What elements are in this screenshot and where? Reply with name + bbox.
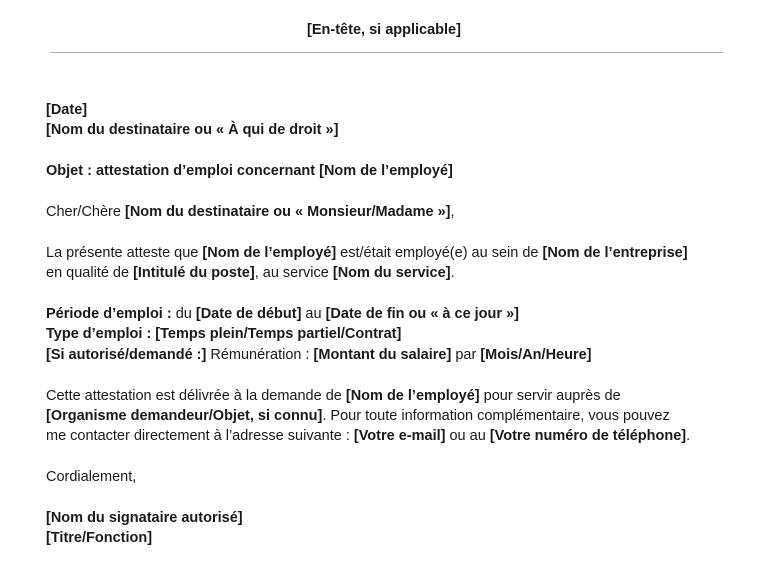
period-text: du (171, 306, 196, 322)
purpose-text: pour servir auprès de (479, 387, 621, 404)
employee-name-placeholder: [Nom de l’employé] (202, 244, 337, 261)
salary-label: Rémunération : (206, 346, 314, 363)
purpose-text: me contacter directement à l’adresse suivante : (46, 428, 354, 445)
attestation-paragraph (46, 243, 736, 284)
salutation-prefix: Cher/Chère (46, 204, 125, 220)
salary-text: par (451, 346, 481, 363)
purpose-text: . (686, 428, 691, 445)
phone-placeholder: [Votre numéro de téléphone] (489, 428, 687, 445)
attestation-text: est/était employé(e) au sein de (336, 244, 543, 261)
salary-amount-placeholder: [Montant du salaire] (313, 346, 452, 363)
salary-condition: [Si autorisé/demandé :] (46, 346, 207, 363)
closing: Cordialement, (46, 469, 137, 486)
organism-placeholder: [Organisme demandeur/Objet, si connu] (46, 408, 323, 425)
date-recipient-block (46, 100, 736, 141)
employment-type-line: Type d’emploi : [Temps plein/Temps partiel/Contrat] (46, 326, 402, 343)
attestation-text: , au service (254, 265, 333, 282)
employee-name-placeholder: [Nom de l’employé] (345, 387, 480, 404)
signatory-name: [Nom du signataire autorisé] (46, 510, 243, 527)
period-label: Période d’emploi : (46, 306, 172, 322)
purpose-text: ou au (445, 428, 490, 445)
purpose-text: . Pour toute information complémentaire, vous pouvez (322, 408, 670, 425)
email-placeholder: [Votre e-mail] (353, 428, 446, 445)
letter-body (46, 100, 736, 569)
subject-text: Objet : attestation d’emploi concernant [Nom de l’employé] (46, 163, 453, 180)
attestation-line-2 (46, 263, 736, 283)
letter-header: [En-tête, si applicable] (307, 22, 461, 38)
recipient-name: [Nom du destinataire ou « À qui de droit »] (46, 122, 339, 139)
salary-line (46, 345, 736, 365)
employment-details (46, 304, 736, 365)
company-name-placeholder: [Nom de l’entreprise] (542, 244, 688, 261)
purpose-text: Cette attestation est délivrée à la demande de (46, 387, 346, 404)
job-title-placeholder: [Intitulé du poste] (133, 265, 255, 282)
salutation-name: [Nom du destinataire ou « Monsieur/Madame »] (124, 204, 451, 220)
signatory-title: [Titre/Fonction] (46, 530, 153, 547)
purpose-line-1 (46, 386, 736, 406)
salary-unit-placeholder: [Mois/An/Heure] (480, 346, 592, 363)
start-date-placeholder: [Date de début] (195, 306, 302, 322)
header-divider (50, 52, 723, 53)
attestation-text: . (450, 265, 455, 282)
period-text: au (301, 306, 326, 322)
purpose-paragraph (46, 386, 736, 447)
department-placeholder: [Nom du service] (332, 265, 451, 282)
employment-period-line (46, 304, 736, 324)
signature-block (46, 508, 736, 549)
salutation-suffix: , (450, 204, 455, 220)
purpose-line-3 (46, 426, 736, 446)
letter-date: [Date] (46, 102, 88, 118)
subject-line (46, 161, 736, 181)
attestation-text: en qualité de (46, 265, 134, 282)
attestation-line-1 (46, 243, 736, 263)
attestation-text: La présente atteste que (46, 244, 203, 261)
end-date-placeholder: [Date de fin ou « à ce jour »] (325, 306, 519, 322)
purpose-line-2 (46, 406, 736, 426)
salutation (46, 202, 736, 222)
